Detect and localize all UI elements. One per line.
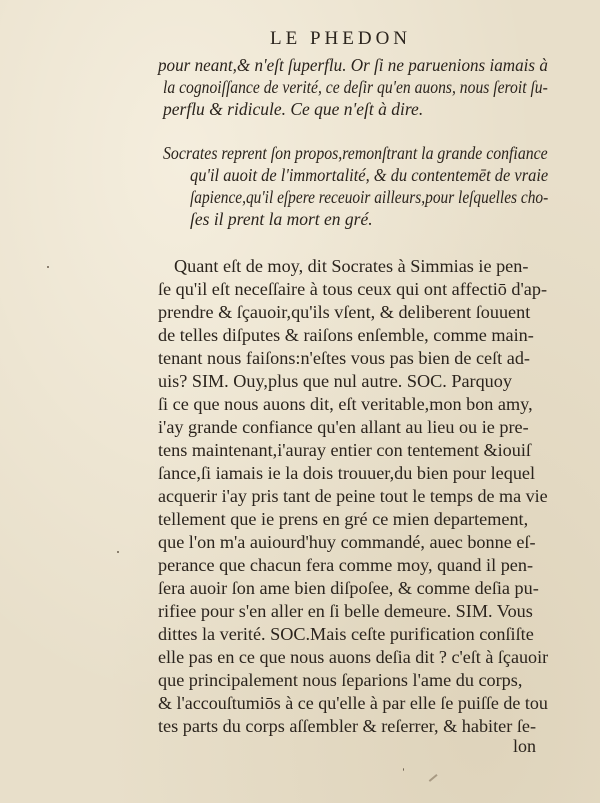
body-line-7: ſi ce que nous auons dit, eſt veritable,mon bon amy, bbox=[158, 394, 533, 414]
body-line-12: tellement que ie prens en gré ce mien departement, bbox=[158, 509, 529, 529]
body-line-20: & l'accouſtumiōs à ce qu'elle à par elle ſe puiſſe de tou bbox=[158, 693, 548, 713]
summary-line-1: Socrates reprent ſon propos,remonſtrant la grande confiance bbox=[163, 143, 548, 163]
body-line-18: elle pas en ce que nous auons deſia dit ? c'eſt à ſçauoir bbox=[158, 647, 549, 667]
body-line-9: tens maintenant,i'auray entier con tentement &iouiſ bbox=[158, 440, 531, 460]
paper-speck bbox=[403, 768, 404, 771]
body-line-4: de telles diſputes & raiſons enſemble, comme main- bbox=[158, 325, 534, 345]
catchword: lon bbox=[513, 736, 537, 756]
body-line-1: Quant eſt de moy, dit Socrates à Simmias ie pen- bbox=[174, 256, 529, 276]
body-line-17: dittes la verité. SOC.Mais ceſte purification conſiſte bbox=[158, 624, 534, 644]
summary-line-4: ſes il prent la mort en gré. bbox=[190, 209, 373, 229]
top-line-3: perflu & ridicule. Ce que n'eſt à dire. bbox=[163, 99, 424, 119]
summary-line-2: qu'il auoit de l'immortalité, & du contentemēt de vraie bbox=[190, 165, 549, 185]
body-line-6: uis? SIM. Ouy,plus que nul autre. SOC. Parquoy bbox=[158, 371, 512, 391]
body-line-8: i'ay grande confiance qu'en allant au lieu ou ie pre- bbox=[158, 417, 529, 437]
top-line-1: pour neant,& n'eſt ſuperflu. Or ſi ne paruenions iamais à bbox=[158, 55, 548, 75]
body-line-19: que principalement nous ſeparions l'ame du corps, bbox=[158, 670, 523, 690]
body-line-13: que l'on m'a auiourd'huy commandé, auec bonne eſ- bbox=[158, 532, 536, 552]
paper-speck bbox=[47, 266, 49, 268]
body-line-5: tenant nous faiſons:n'eſtes vous pas bien de ceſt ad- bbox=[158, 348, 530, 368]
summary-line-3: ſapience,qu'il eſpere receuoir ailleurs,pour leſquelles cho- bbox=[190, 187, 549, 207]
running-head: LE PHEDON bbox=[270, 28, 412, 49]
paper-speck bbox=[117, 551, 119, 553]
body-line-15: ſera auoir ſon ame bien diſpoſee, & comme deſia pu- bbox=[158, 578, 539, 598]
body-line-10: ſance,ſi iamais ie la dois trouuer,du bien pour lequel bbox=[158, 463, 536, 483]
body-line-2: ſe qu'il eſt neceſſaire à tous ceux qui ont affectiō d'ap- bbox=[158, 279, 548, 299]
body-line-21: tes parts du corps aſſembler & reſerrer, & habiter ſe- bbox=[158, 716, 537, 736]
body-line-3: prendre & ſçauoir,qu'ils vſent, & deliberent ſouuent bbox=[158, 302, 531, 322]
ink-mark bbox=[429, 774, 438, 782]
body-line-16: rifiee pour s'en aller en ſi belle demeure. SIM. Vous bbox=[158, 601, 533, 621]
body-line-11: acquerir i'ay pris tant de peine tout le temps de ma vie bbox=[158, 486, 548, 506]
top-line-2: la cognoiſſance de verité, ce deſir qu'en auons, nous ſeroit ſu- bbox=[163, 77, 548, 97]
body-line-14: perance que chacun fera comme moy, quand il pen- bbox=[158, 555, 534, 575]
